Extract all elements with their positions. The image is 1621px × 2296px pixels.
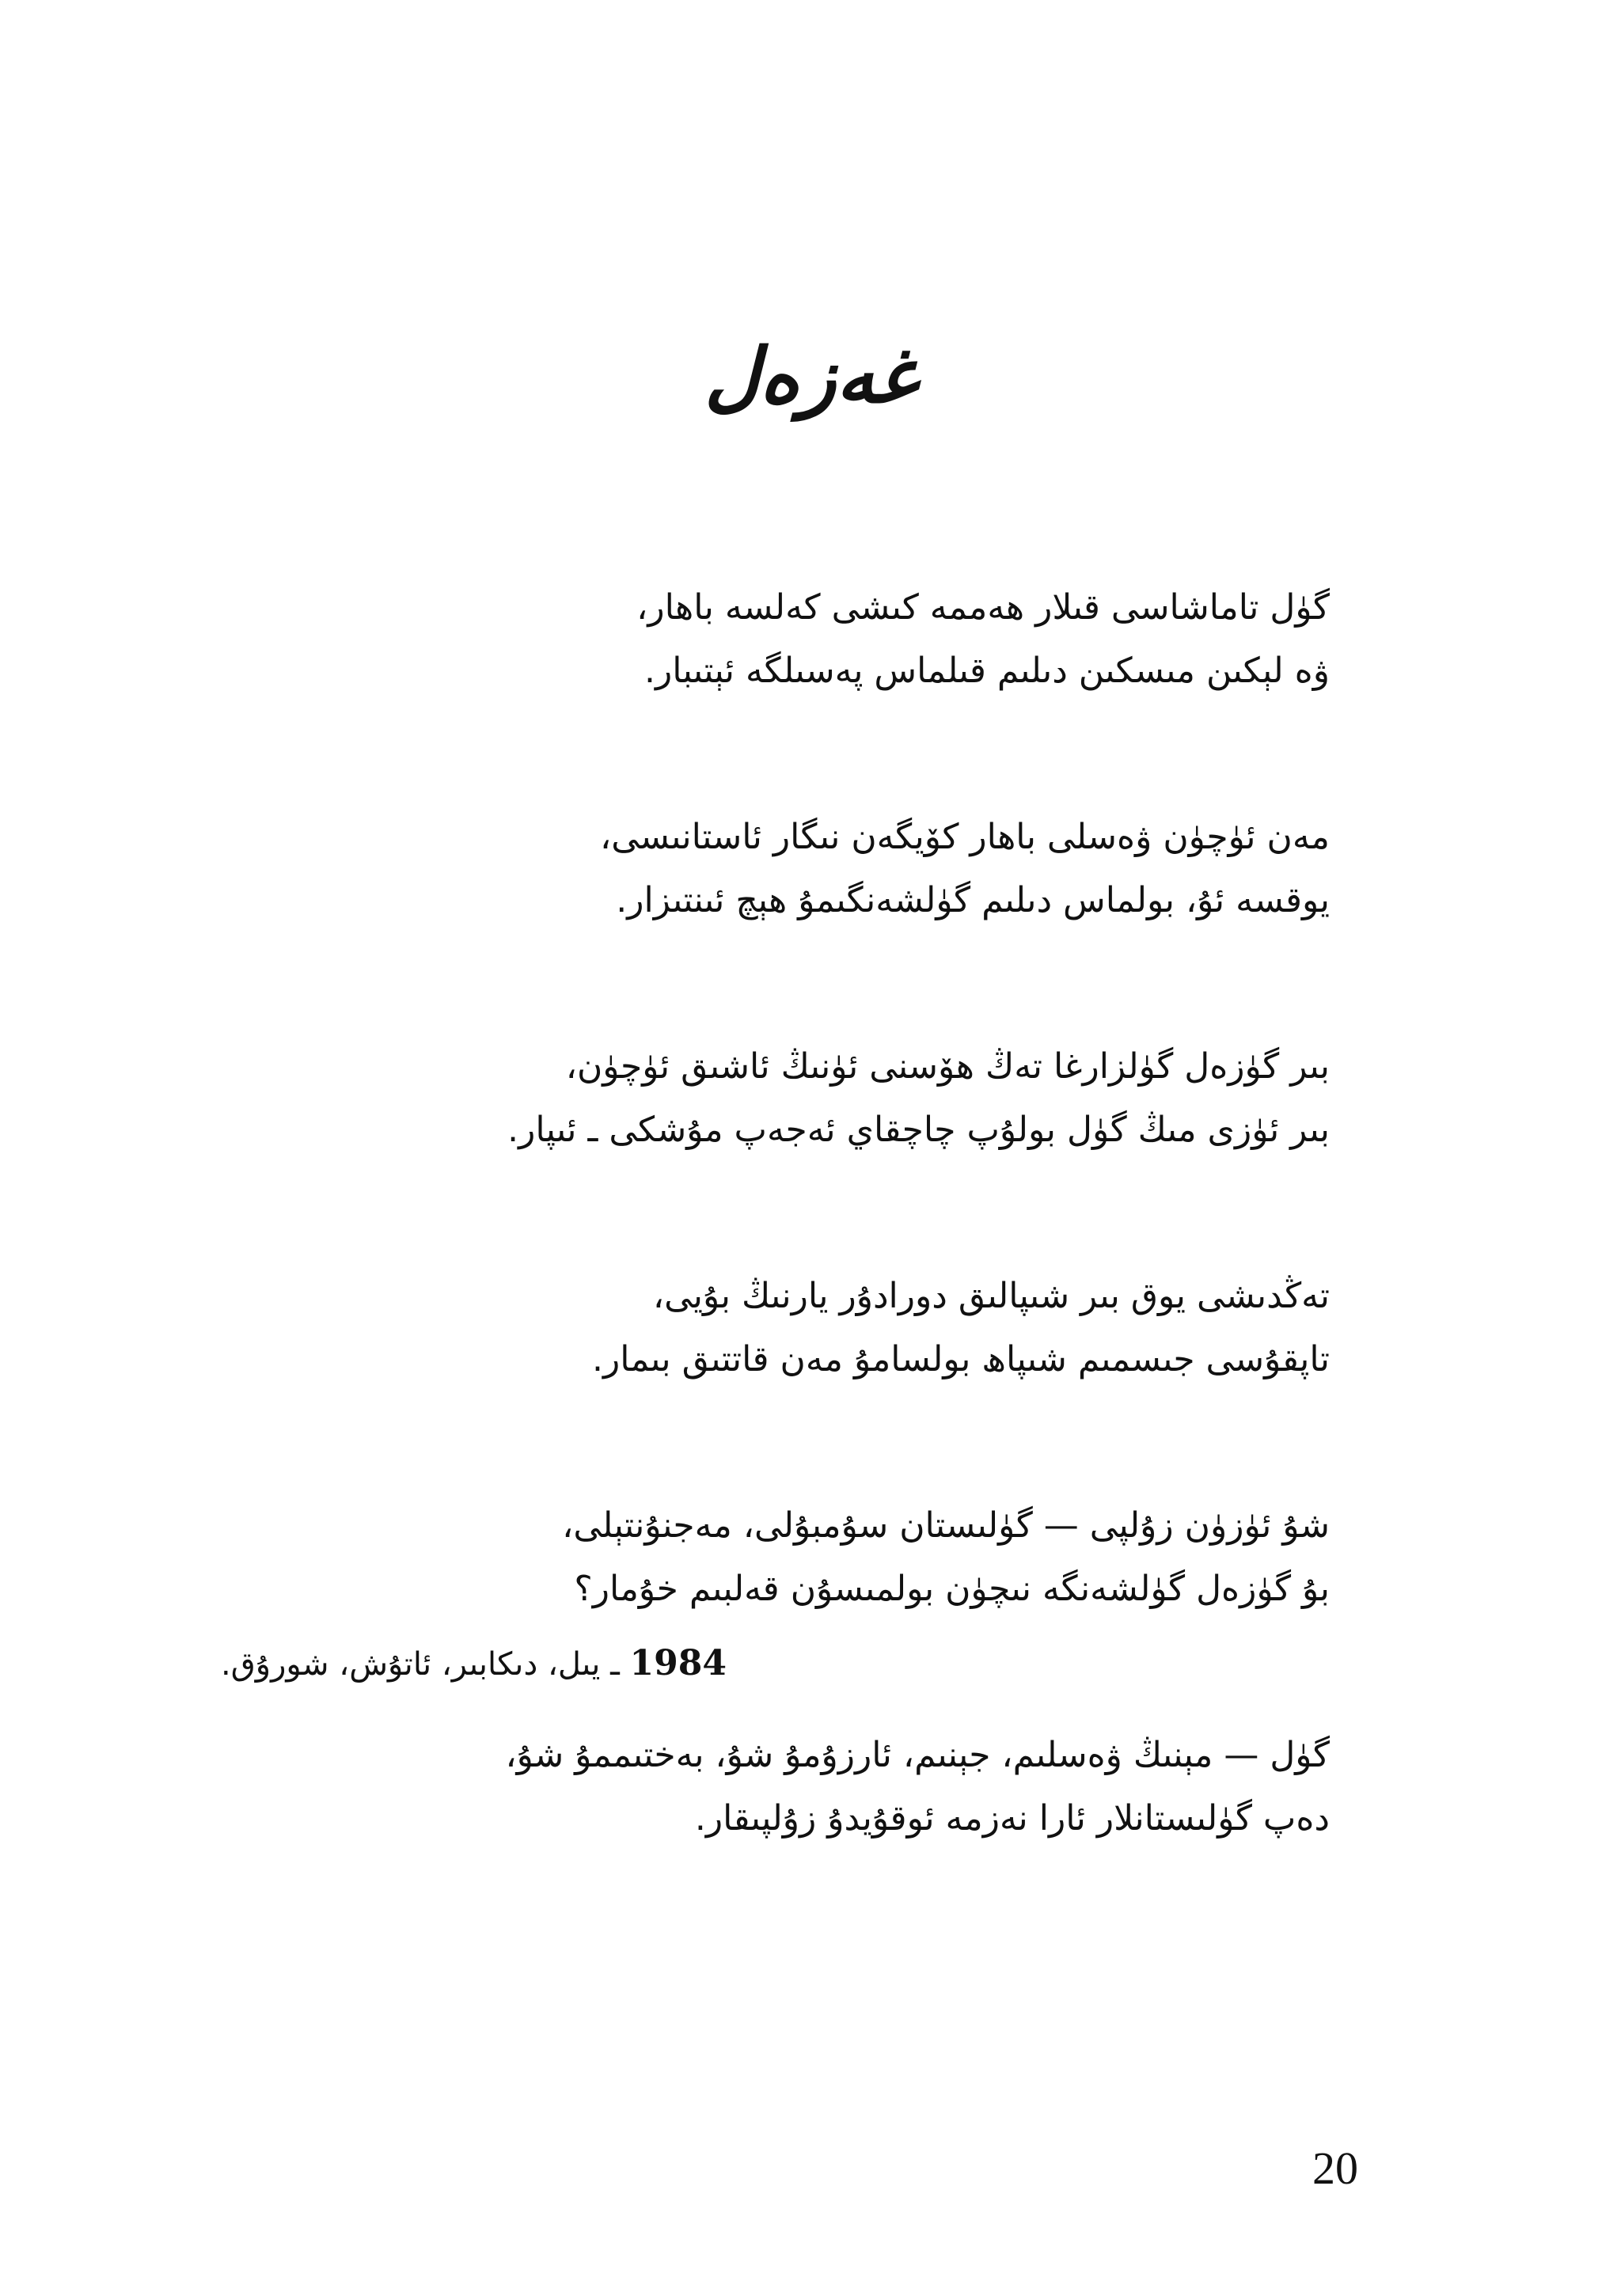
stanza-2: [206, 806, 1330, 932]
verse-line: بىر ئۈزى مىڭ گۈل بولۇپ چاچقاي ئەجەپ مۇشكى ـ ئىپار.: [507, 1110, 1330, 1150]
dateline-year: 1984: [629, 1643, 727, 1683]
verse-line: شۇ ئۈزۈن زۇلپى — گۈلىستان سۇمبۇلى، مەجنۇنتېلى،: [562, 1505, 1330, 1546]
verse-line: ۋە لېكىن مىسكىن دىلىم قىلماس پەسىلگە ئېتىبار.: [644, 651, 1330, 691]
verse-line: تەڭدىشى يوق بىر شىپالىق دورادۇر يارنىڭ بۇيى،: [652, 1276, 1330, 1316]
verse-line: گۈل تاماشاسى قىلار ھەممە كىشى كەلسە باھار،: [636, 587, 1330, 628]
poem-title: غەزەل: [704, 331, 917, 420]
dateline-text: ـ يىل، دىكابىر، ئاتۇش، شورۇق.: [221, 1646, 630, 1683]
poem-dateline: [221, 1632, 727, 1695]
stanza-4: [206, 1265, 1330, 1391]
verse-line: مەن ئۈچۈن ۋەسلى باھار كۆيگەن نىگار ئاستانىسى،: [600, 817, 1330, 857]
stanza-3: [206, 1035, 1330, 1162]
verse-line: گۈل — مېنىڭ ۋەسلىم، جېنىم، ئارزۇمۇ شۇ، بەختىممۇ شۇ،: [505, 1735, 1330, 1775]
verse-line: تاپقۇسى جىسمىم شىپاھ بولسامۇ مەن قاتتىق بىمار.: [592, 1339, 1330, 1379]
stanza-6: [206, 1724, 1330, 1850]
verse-line: بىر گۈزەل گۈلزارغا تەڭ ھۆسنى ئۈنىڭ ئاشىق ئۈچۈن،: [565, 1046, 1330, 1087]
verse-line: دەپ گۈلىستانلار ئارا نەزمە ئوقۇيدۇ زۇلپىقار.: [694, 1798, 1330, 1839]
page-number: 20: [1312, 2142, 1358, 2194]
verse-line: يوقسە ئۇ، بولماس دىلىم گۈلشەنگىمۇ ھېچ ئىنتىزار.: [616, 880, 1330, 920]
verse-line: بۇ گۈزەل گۈلشەنگە نىچۈن بولمىسۇن قەلبىم خۇمار؟: [574, 1569, 1330, 1609]
stanza-1: [206, 576, 1330, 703]
stanza-5: [206, 1494, 1330, 1621]
